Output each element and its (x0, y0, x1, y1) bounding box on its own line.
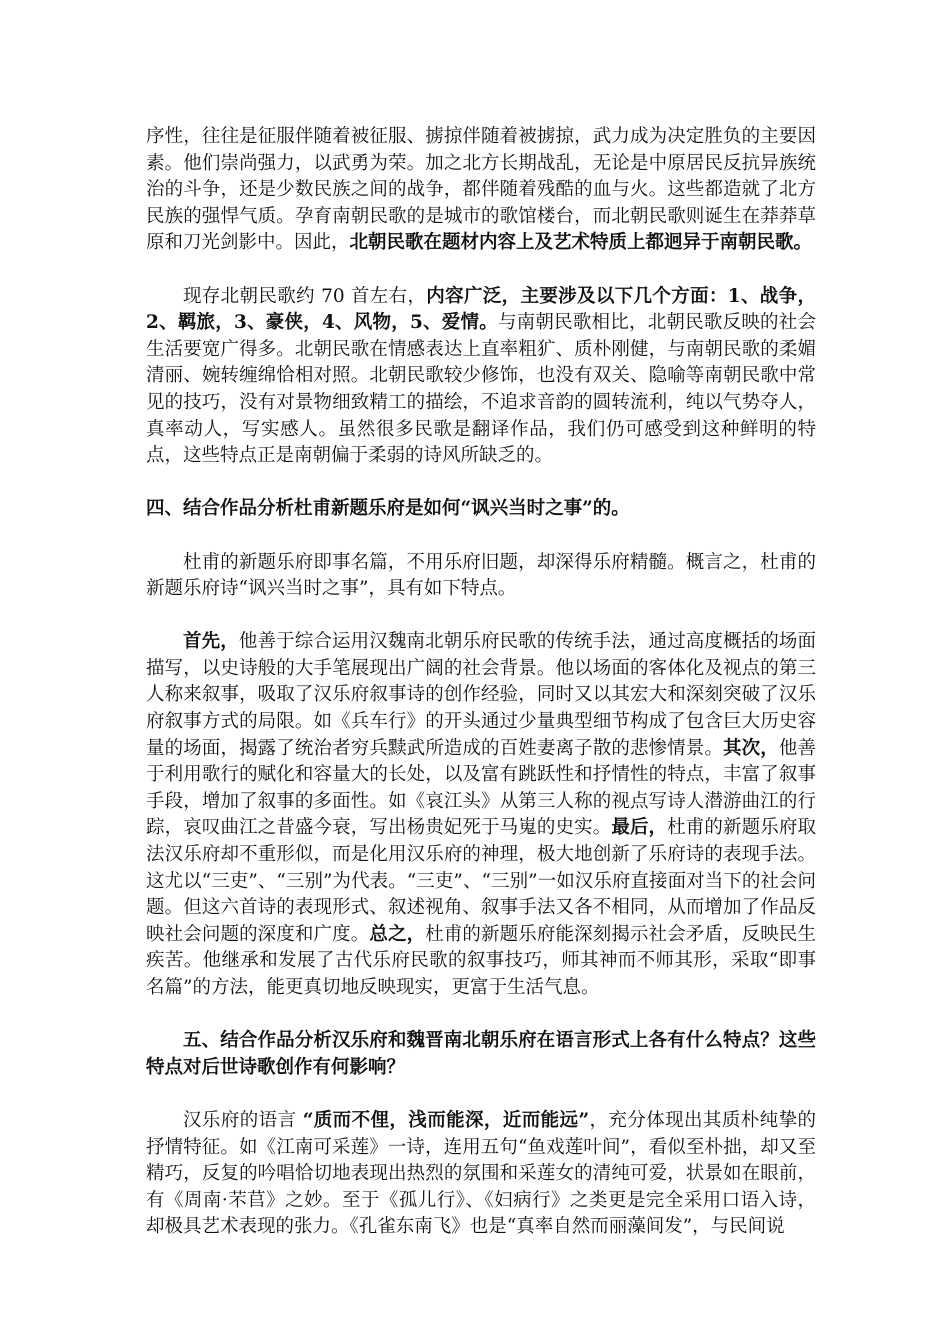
paragraph-text: 序性，往往是征服伴随着被征服、掳掠伴随着被掳掠，武力成为决定胜负的主要因素。他们崇尚强力，以武勇为荣。加之北方长期战乱，无论是中原居民反抗异族统治的斗争，还是少数民族之间的战争，都伴随着残酷的血与火。这些都造就了北方民族的强悍气质。孕育南朝民歌的是城市的歌馆楼台，而北朝民歌则诞生在莽莽草原和刀光剑影中。因此， (146, 126, 816, 254)
bold-topic-list: 内容广泛，主要涉及以下几个方面：1、战争，2、羁旅，3、豪侠，4、风物，5、爱情。 (146, 285, 816, 334)
paragraph-du-fu-features (146, 629, 816, 1001)
paragraph-gap (146, 470, 816, 497)
section-heading-5: 五、结合作品分析汉乐府和魏晋南北朝乐府在语言形式上各有什么特点？这些特点对后世诗歌创作有何影响？ (146, 1030, 816, 1078)
bold-last: 最后， (611, 817, 668, 839)
paragraph-gap (146, 257, 816, 284)
paragraph-gap (146, 523, 816, 550)
paragraph-northern-character (146, 124, 816, 257)
paragraph-gap (146, 1081, 816, 1108)
paragraph-text: 与南朝民歌相比，北朝民歌反映的社会生活要宽广得多。北朝民歌在情感表达上直率粗犷、质朴刚健，与南朝民歌的柔媚清丽、婉转缠绵恰相对照。北朝民歌较少修饰，也没有双关、隐喻等南朝民歌中常见的技巧，没有对景物细致精工的描绘，不追求音韵的圆转流利，纯以气势夺人，真率动人，写实感人。虽然很多民歌是翻译作品，我们仍可感受到这种鲜明的特点，这些特点正是南朝偏于柔弱的诗风所缺乏的。 (146, 312, 816, 467)
paragraph-text: ，充分体现出其质朴纯挚的抒情特征。如《江南可采莲》一诗，连用五句“鱼戏莲叶间”，看似至朴拙，却又至精巧，反复的吟唱恰切地表现出热烈的氛围和采莲女的清纯可爱，状景如在眼前，有《周南·芣苢》之妙。至于《孤儿行》、《妇病行》之类更是完全采用口语入诗，却极具艺术表现的张力。《孔雀东南飞》也是“真率自然而丽藻间发”，与民间说 (146, 1109, 816, 1238)
paragraph-gap (146, 603, 816, 630)
paragraph-text: 杜甫的新题乐府取法汉乐府却不重形似，而是化用汉乐府的神理，极大地创新了乐府诗的表现手法。这尤以“三吏”、“三别”为代表。“三吏”、“三别”一如汉乐府直接面对当下的社会问题。但这六首诗的表现形式、叙述视角、叙事手法又各不相同，从而增加了作品反映社会问题的深度和广度。 (146, 817, 816, 945)
paragraph-text: 他善于利用歌行的赋化和容量大的长处，以及富有跳跃性和抒情性的特点，丰富了叙事手段，增加了叙事的多面性。如《哀江头》从第三人称的视点写诗人潜游曲江的行踪，哀叹曲江之昔盛今衰，写出杨贵妃死于马嵬的史实。 (146, 737, 816, 839)
paragraph-gap (146, 1002, 816, 1029)
section-heading-4: 四、结合作品分析杜甫新题乐府是如何“讽兴当时之事”的。 (146, 498, 630, 520)
bold-summary: 总之， (369, 923, 426, 945)
paragraph-du-fu-intro: 杜甫的新题乐府即事名篇，不用乐府旧题，却深得乐府精髓。概言之，杜甫的新题乐府诗“讽兴当时之事”，具有如下特点。 (146, 551, 816, 600)
paragraph-text: 现存北朝民歌约 70 首左右， (183, 285, 427, 307)
bold-first: 首先， (183, 631, 239, 653)
paragraph-text: 杜甫的新题乐府能深刻揭示社会矛盾，反映民生疾苦。他继承和发展了古代乐府民歌的叙事技巧，师其神而不师其形，采取“即事名篇”的方法，能更真切地反映现实，更富于生活气息。 (146, 923, 816, 998)
bold-second: 其次， (723, 737, 779, 759)
bold-conclusion: 北朝民歌在题材内容上及艺术特质上都迥异于南朝民歌。 (349, 232, 813, 254)
bold-quote: “质而不俚，浅而能深，近而能远” (302, 1109, 590, 1131)
paragraph-text: 他善于综合运用汉魏南北朝乐府民歌的传统手法，通过高度概括的场面描写，以史诗般的大手笔展现出广阔的社会背景。他以场面的客体化及视点的第三人称来叙事，吸取了汉乐府叙事诗的创作经验，同时又以其宏大和深刻突破了汉乐府叙事方式的局限。如《兵车行》的开头通过少量典型细节构成了包含巨大历史容量的场面，揭露了统治者穷兵黩武所造成的百姓妻离子散的悲惨情景。 (146, 631, 816, 759)
paragraph-han-yuefu-language (146, 1108, 816, 1241)
document-page (146, 124, 816, 1241)
paragraph-northern-folk-songs (146, 284, 816, 470)
paragraph-text: 汉乐府的语言 (183, 1109, 303, 1131)
